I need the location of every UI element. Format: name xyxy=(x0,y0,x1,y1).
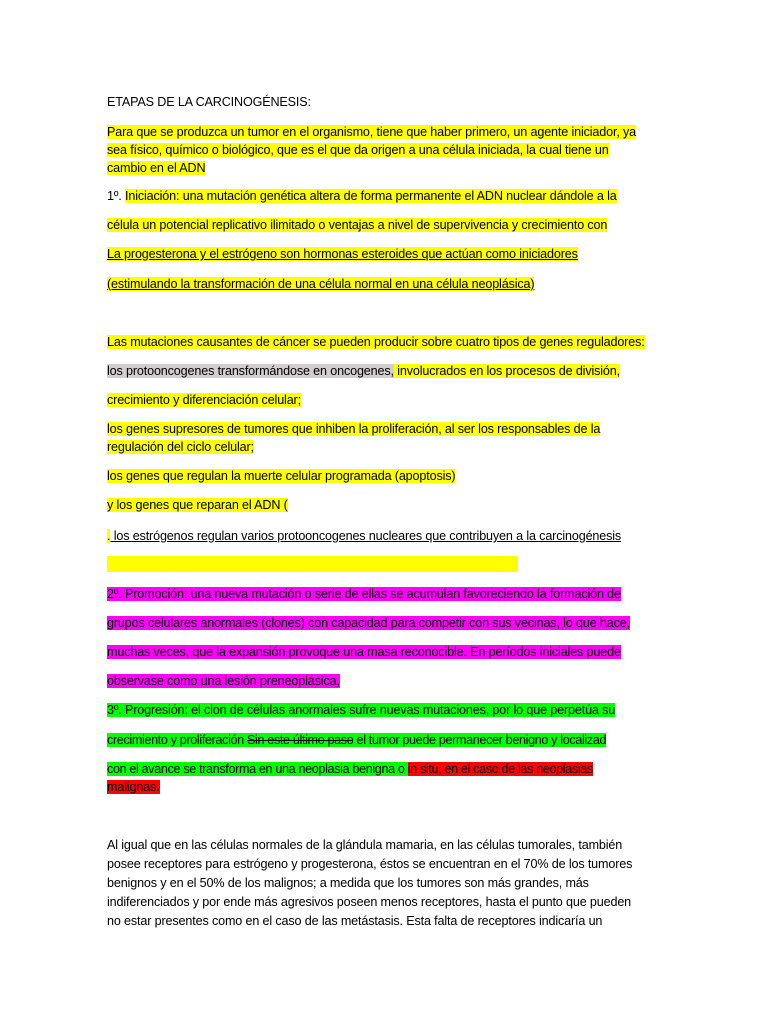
progresion-text-1: 3º. Progresión: el clon de células anormales sufre nuevas mutaciones, por lo que perpetúa su xyxy=(107,703,616,717)
protooncogenes-text-b: involucrados en los procesos de división, xyxy=(393,364,620,378)
intro-line-2 xyxy=(107,141,609,159)
reparan-text: y los genes que reparan el ADN ( xyxy=(107,498,288,512)
supresores-text-2: regulación del ciclo celular; xyxy=(107,440,254,454)
progresion-text-3b: in situ, en el caso de las neoplasias xyxy=(407,762,593,776)
genes-intro-text: Las mutaciones causantes de cáncer se pueden producir sobre cuatro tipos de genes reguladores: xyxy=(107,335,645,349)
closing-line-1 xyxy=(107,836,622,854)
genes-intro-line xyxy=(107,333,645,351)
intro-line-1 xyxy=(107,123,636,141)
iniciacion-text-4: (estimulando la transformación de una célula normal en una célula neoplásica) xyxy=(107,277,535,291)
iniciacion-text-3: La progesterona y el estrógeno son hormonas esteroides que actúan como iniciadores xyxy=(107,247,578,261)
iniciacion-text-1: Iniciación: una mutación genética altera de forma permanente el ADN nuclear dándole a la xyxy=(125,189,617,203)
progresion-text-2a: crecimiento y proliferación xyxy=(107,733,247,747)
progresion-line-2 xyxy=(107,731,606,749)
estrogenos-text: los estrógenos regulan varios protooncogenes nucleares que contribuyen a la carcinogénesis xyxy=(110,529,622,543)
promocion-text-1: 2º. Promoción: una nueva mutación o serie de ellas se acumulan favoreciendo la formación de xyxy=(107,587,621,601)
closing-text-2: posee receptores para estrógeno y progesterona, éstos se encuentran en el 70% de los tumores xyxy=(107,857,633,871)
promocion-line-1 xyxy=(107,585,621,603)
document-title xyxy=(107,93,311,111)
progresion-text-4: malignas. xyxy=(107,780,160,794)
estrogenos-dot: . xyxy=(107,529,111,543)
iniciacion-prefix: 1º. xyxy=(107,189,126,203)
promocion-text-4: observase como una lesión preneoplásica, xyxy=(107,674,340,688)
intro-text-1: Para que se produzca un tumor en el organismo, tiene que haber primero, un agente iniciador, ya xyxy=(107,125,637,139)
promocion-text-3: muchas veces, que la expansión provoque una masa reconocible. En períodos iniciales puede xyxy=(107,645,621,659)
closing-text-4: indiferenciados y por ende más agresivos poseen menos receptores, hasta el punto que pueden xyxy=(107,895,632,909)
iniciacion-line-4 xyxy=(107,275,534,293)
progresion-strike-text: Sin este último paso xyxy=(247,733,354,747)
progresion-line-1 xyxy=(107,701,615,719)
iniciacion-text-2: célula un potencial replicativo ilimitado o ventajas a nivel de supervivencia y crecimiento con xyxy=(107,218,608,232)
closing-line-4 xyxy=(107,893,631,911)
progresion-text-3a: con el avance se transforma en una neoplasia benigna o xyxy=(107,762,408,776)
iniciacion-line-3 xyxy=(107,245,578,263)
closing-line-2 xyxy=(107,855,632,873)
iniciacion-line-2 xyxy=(107,216,607,234)
apoptosis-line xyxy=(107,467,455,485)
closing-line-3 xyxy=(107,874,589,892)
closing-text-3: benignos y en el 50% de los malignos; a medida que los tumores son más grandes, más xyxy=(107,876,589,890)
closing-text-5: no estar presentes como en el caso de las metástasis. Esta falta de receptores indicaría un xyxy=(107,914,603,928)
iniciacion-line-1 xyxy=(107,187,617,205)
supresores-line-1 xyxy=(107,420,600,438)
progresion-text-2b: el tumor puede permanecer benigno y localizad xyxy=(353,733,607,747)
progresion-line-3 xyxy=(107,760,593,778)
title-text: ETAPAS DE LA CARCINOGÉNESIS: xyxy=(107,95,311,109)
supresores-line-2 xyxy=(107,438,254,456)
protooncogenes-line-2 xyxy=(107,391,301,409)
promocion-text-2: grupos celulares anormales (clones) con capacidad para competir con sus vecinas, lo que hace, xyxy=(107,616,630,630)
empty-highlight-bar xyxy=(107,556,518,572)
protooncogenes-text-c: crecimiento y diferenciación celular; xyxy=(107,393,301,407)
promocion-line-3 xyxy=(107,643,621,661)
protooncogenes-text-a: los protooncogenes transformándose en oncogenes, xyxy=(107,364,394,378)
reparan-line xyxy=(107,496,288,514)
closing-line-5 xyxy=(107,912,602,930)
supresores-text-1: los genes supresores de tumores que inhiben la proliferación, al ser los responsables de la xyxy=(107,422,601,436)
protooncogenes-line xyxy=(107,362,620,380)
progresion-line-4 xyxy=(107,778,160,796)
promocion-line-2 xyxy=(107,614,630,632)
apoptosis-text: los genes que regulan la muerte celular programada (apoptosis) xyxy=(107,469,456,483)
promocion-line-4 xyxy=(107,672,340,690)
intro-line-3 xyxy=(107,159,205,177)
intro-text-3: cambio en el ADN xyxy=(107,161,206,175)
intro-text-2: sea físico, químico o biológico, que es el que da origen a una célula iniciada, la cual tiene un xyxy=(107,143,609,157)
estrogenos-line xyxy=(107,527,621,545)
closing-text-1: Al igual que en las células normales de la glándula mamaria, en las células tumorales, también xyxy=(107,838,623,852)
